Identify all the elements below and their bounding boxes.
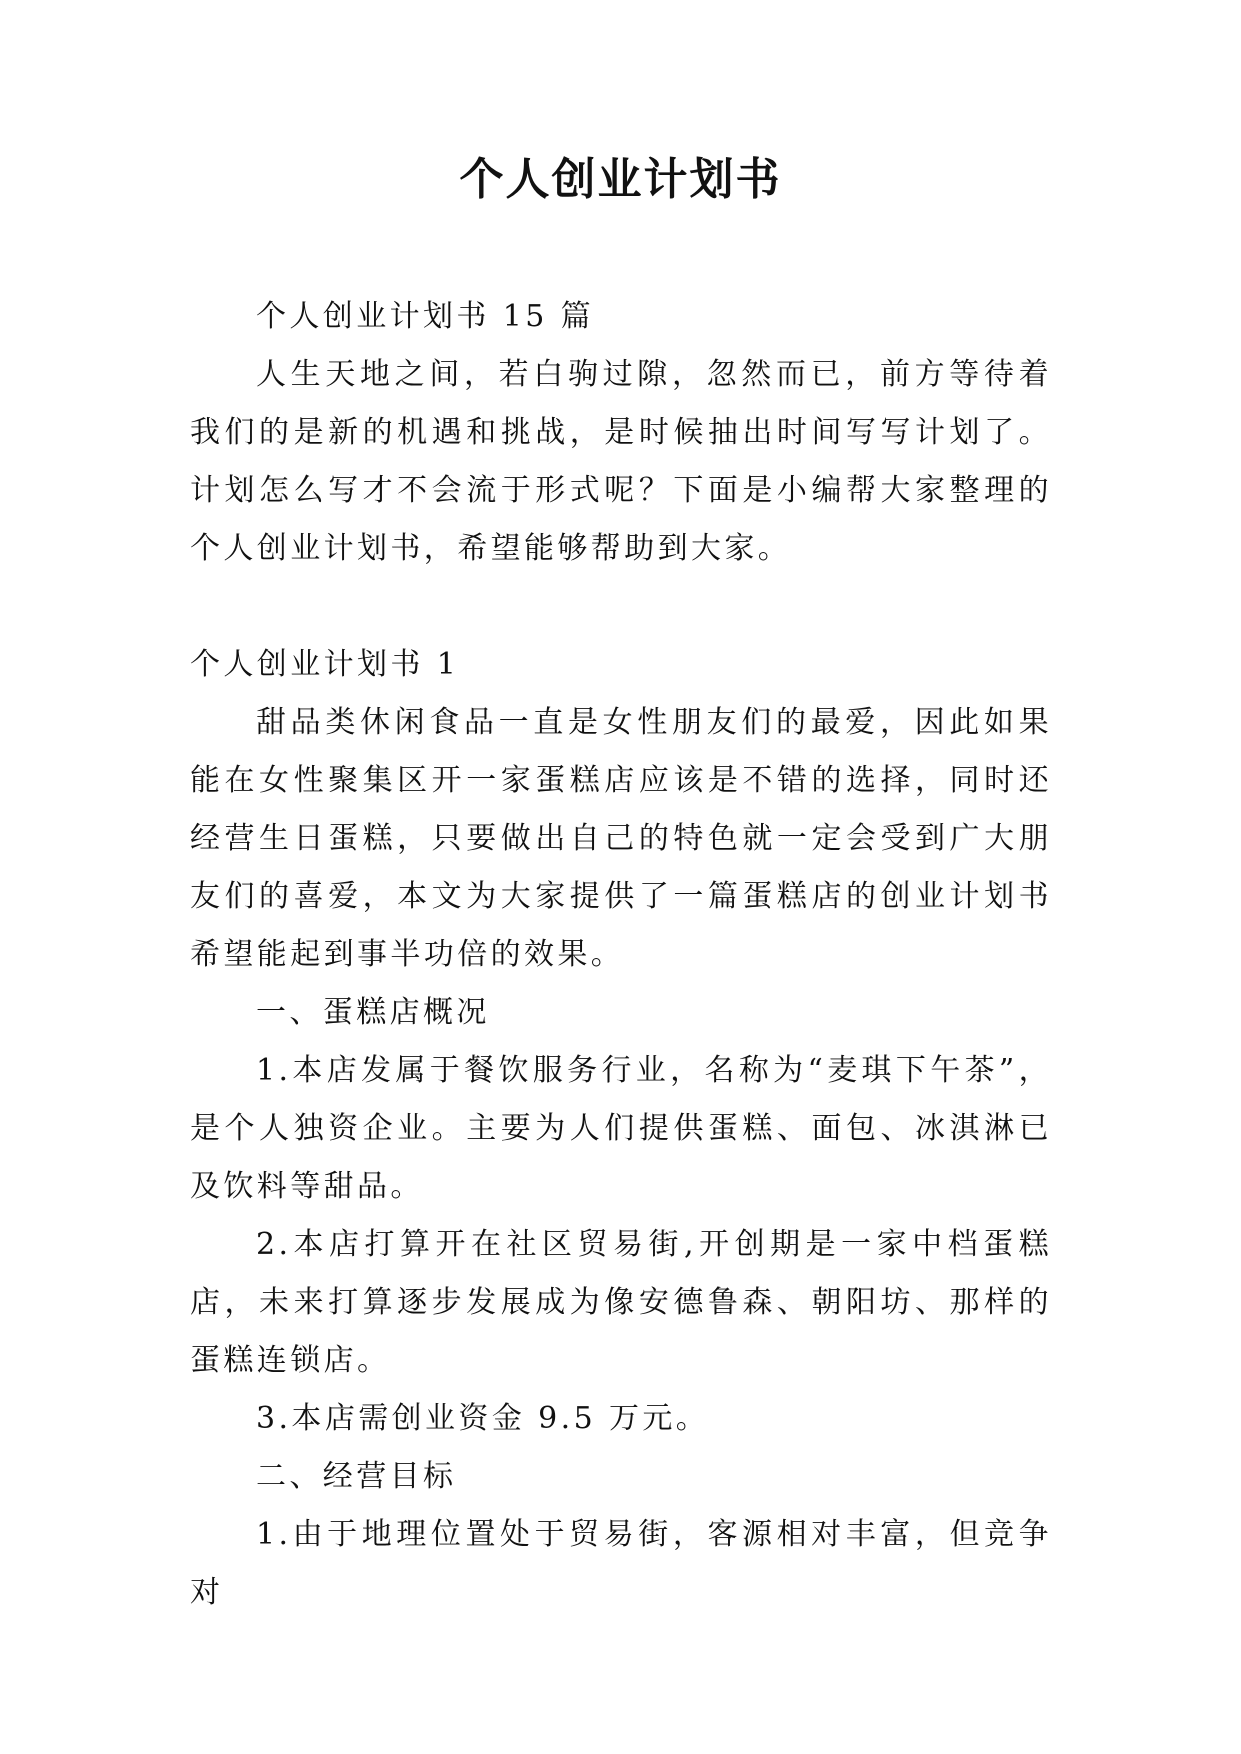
document-body <box>190 288 1052 1622</box>
paragraph-overview-item-1: 1.本店发属于餐饮服务行业，名称为“麦琪下午茶”，是个人独资企业。主要为人们提供蛋糕、面包、冰淇淋已及饮料等甜品。 <box>190 1053 1052 1204</box>
heading-business-goals: 二、经营目标 <box>256 1459 457 1494</box>
paragraph-intro: 人生天地之间，若白驹过隙，忽然而已，前方等待着我们的是新的机遇和挑战，是时候抽出时间写写计划了。计划怎么写才不会流于形式呢？下面是小编帮大家整理的个人创业计划书，希望能够帮助到大家。 <box>190 357 1052 566</box>
heading-shop-overview: 一、蛋糕店概况 <box>256 995 490 1030</box>
paragraph-goals-item-1: 1.由于地理位置处于贸易街，客源相对丰富，但竞争对 <box>190 1517 1052 1610</box>
section-heading-plan-1: 个人创业计划书 1 <box>190 647 460 682</box>
paragraph-subtitle: 个人创业计划书 15 篇 <box>256 299 595 334</box>
paragraph-overview-item-3: 3.本店需创业资金 9.5 万元。 <box>256 1401 710 1436</box>
document-title: 个人创业计划书 <box>459 154 782 205</box>
paragraph-plan-1-intro: 甜品类休闲食品一直是女性朋友们的最爱，因此如果能在女性聚集区开一家蛋糕店应该是不错的选择，同时还经营生日蛋糕，只要做出自己的特色就一定会受到广大朋友们的喜爱，本文为大家提供了一篇蛋糕店的创业计划书希望能起到事半功倍的效果。 <box>190 705 1052 972</box>
paragraph-overview-item-2: 2.本店打算开在社区贸易街,开创期是一家中档蛋糕店，未来打算逐步发展成为像安德鲁森、朝阳坊、那样的蛋糕连锁店。 <box>190 1227 1052 1378</box>
